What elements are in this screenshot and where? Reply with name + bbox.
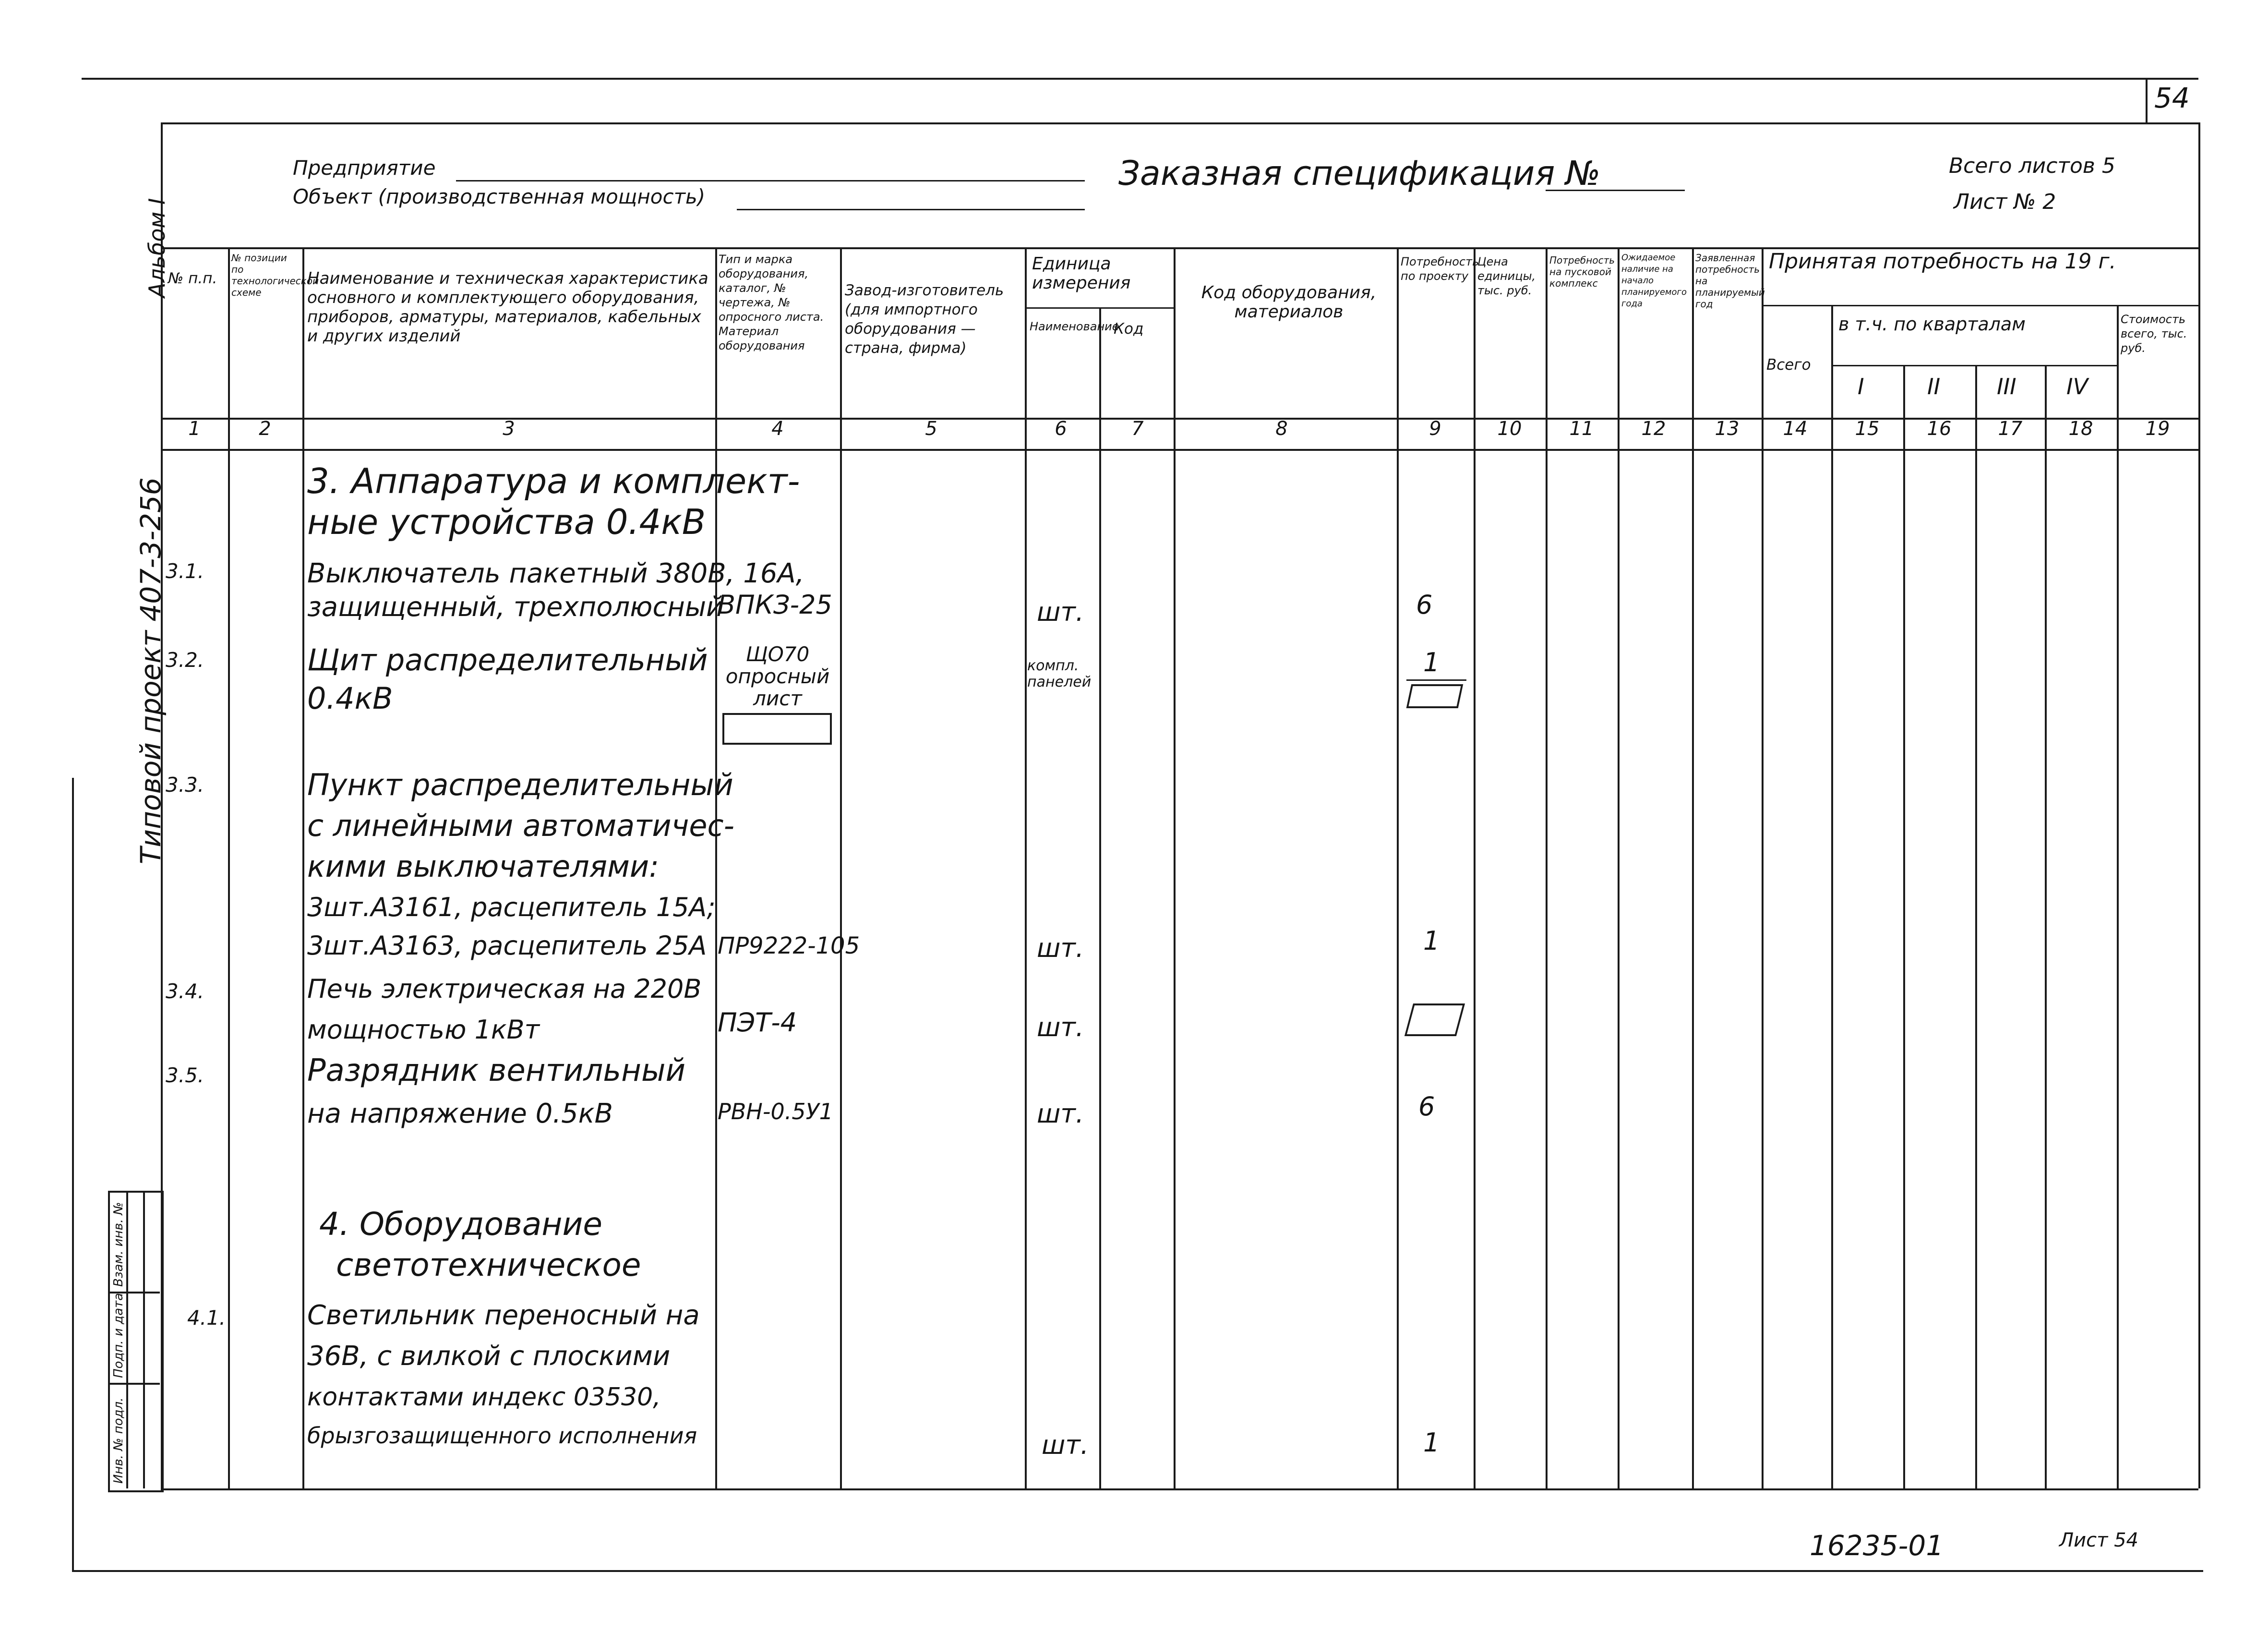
row-name: Щит распределительный: [307, 642, 708, 677]
survey-box: [722, 713, 832, 745]
col-number: 13: [1715, 418, 1740, 440]
row-qty: 6: [1418, 1091, 1435, 1122]
col-line: [1975, 365, 1977, 1488]
col-line: [1546, 247, 1548, 1488]
col-header-2: № позиции по технологической схеме: [231, 252, 319, 298]
page-number-box: [2146, 78, 2148, 122]
unit-group-line: [1025, 307, 1174, 309]
col-header-15: I: [1858, 374, 1864, 399]
section-title: ные устройства 0.4кВ: [307, 502, 706, 542]
col-header-19: Стоимость всего, тыс. руб.: [2121, 313, 2187, 355]
col-line: [840, 247, 842, 1488]
col-header-3: Наименование и техническая характеристика основного и комплектующего оборудования, приборов, арматуры, материалов, кабельных и других изделий: [307, 269, 708, 346]
project-label: Типовой проект 407-3-256: [134, 477, 167, 864]
col-number: 15: [1855, 418, 1880, 440]
col-header-1: № п.п.: [168, 270, 217, 287]
col-header-4: Тип и марка оборудования, каталог, № чертежа, № опросного листа. Материал оборудования: [719, 253, 824, 352]
top-trim-line: [82, 78, 2198, 80]
col-line: [1762, 247, 1764, 1488]
footer-sheet-label: Лист 54: [2059, 1529, 2138, 1551]
quarters-line: [1831, 365, 2117, 366]
col-header-12: Ожидаемое наличие на начало планируемого года: [1621, 253, 1687, 309]
col-number: 2: [259, 418, 271, 440]
col-line: [1903, 365, 1905, 1488]
object-label: Объект (производственная мощность): [293, 185, 706, 208]
col-header-7: Код: [1114, 320, 1144, 338]
row-type: ЩО70 опросный лист: [725, 642, 830, 710]
col-line: [1831, 305, 1833, 1488]
row-name: Печь электрическая на 220В: [307, 974, 702, 1004]
col-line: [302, 247, 304, 1488]
row-pos: 3.3.: [166, 773, 204, 797]
col-number: 3: [503, 418, 515, 440]
row-name: с линейными автоматичес-: [307, 808, 734, 843]
col-number: 4: [771, 418, 784, 440]
enterprise-label: Предприятие: [293, 156, 436, 180]
row-unit: шт.: [1042, 1430, 1089, 1460]
row-name: Разрядник вентильный: [307, 1053, 686, 1088]
col-header-13: Заявленная потребность на планируемый год: [1695, 252, 1765, 310]
unit-group: Единица измерения: [1032, 254, 1131, 293]
quarters-label: в т.ч. по кварталам: [1838, 314, 2026, 335]
col-number: 6: [1055, 418, 1067, 440]
row-qty: 1: [1423, 1427, 1440, 1458]
col-line: [1174, 247, 1176, 1488]
qty-box: [1404, 1003, 1465, 1036]
row-qty: 6: [1416, 590, 1433, 620]
frame-bottom: [72, 1570, 2203, 1572]
spec-title: Заказная спецификация №: [1118, 154, 1601, 193]
accepted-need: Принятая потребность на 19 г.: [1769, 249, 2116, 274]
row-name: 3шт.А3161, расцепитель 15А;: [307, 892, 716, 922]
row-name: 36В, с вилкой с плоскими: [307, 1341, 671, 1372]
row-unit: шт.: [1037, 1099, 1084, 1129]
col-line: [1618, 247, 1620, 1488]
signature-divider: [126, 1191, 128, 1488]
qty-box: [1406, 684, 1464, 708]
row-name: Выключатель пакетный 380В, 16А,: [307, 558, 804, 589]
row-pos: 3.1.: [166, 559, 204, 583]
col-number: 19: [2145, 418, 2170, 440]
row-qty: 1: [1423, 926, 1440, 956]
col-line: [1397, 247, 1399, 1488]
row-type: ПЭТ-4: [718, 1007, 797, 1038]
col-header-16: II: [1927, 374, 1941, 399]
col-line: [715, 247, 717, 1488]
row-unit: шт.: [1037, 1012, 1084, 1042]
col-number: 10: [1497, 418, 1522, 440]
row-name: кими выключателями:: [307, 849, 660, 884]
col-number: 17: [1998, 418, 2023, 440]
row-unit: компл. панелей: [1027, 657, 1092, 690]
total-sheets: Всего листов 5: [1949, 154, 2115, 178]
row-name: контактами индекс 03530,: [307, 1383, 661, 1412]
col-header-9: Потребность по проекту: [1401, 255, 1479, 283]
row-type: ПР9222-105: [718, 932, 860, 959]
row-name: на напряжение 0.5кВ: [307, 1098, 613, 1129]
col-number: 1: [188, 418, 201, 440]
col-line: [228, 247, 230, 1488]
col-line: [2117, 305, 2119, 1488]
col-number: 7: [1131, 418, 1144, 440]
row-unit: шт.: [1037, 933, 1084, 963]
col-number: 8: [1275, 418, 1288, 440]
table-header-bottom: [161, 418, 2198, 420]
frame-right: [2198, 122, 2200, 1488]
row-name: защищенный, трехполюсный: [307, 592, 724, 623]
row-type: ВПКЗ-25: [718, 590, 832, 620]
section-title: светотехническое: [336, 1246, 641, 1283]
col-number: 12: [1641, 418, 1666, 440]
col-header-5: Завод-изготовитель (для импортного оборудования — страна, фирма): [845, 282, 1004, 357]
col-line: [1474, 247, 1476, 1488]
signature-repl: Взам. инв. №: [111, 1202, 126, 1287]
signature-divider: [143, 1191, 145, 1488]
col-number: 16: [1927, 418, 1952, 440]
object-underline: [737, 209, 1085, 210]
col-header-17: III: [1997, 374, 2016, 399]
row-type: РВН-0.5У1: [718, 1099, 833, 1124]
row-qty: 1: [1423, 647, 1440, 677]
signature-divider: [108, 1383, 160, 1385]
signature-inv: Инв. № подл.: [111, 1397, 126, 1484]
signature-sign: Подп. и дата: [111, 1293, 126, 1378]
col-header-10: Цена единицы, тыс. руб.: [1477, 255, 1536, 297]
row-name: Пункт распределительный: [307, 767, 733, 802]
col-header-14: Всего: [1766, 356, 1811, 374]
col-line: [1025, 247, 1027, 1488]
table-colnum-bottom: [161, 449, 2198, 451]
table-bottom: [161, 1488, 2198, 1490]
section-title: 3. Аппаратура и комплект-: [307, 461, 800, 501]
section-title: 4. Оборудование: [319, 1206, 602, 1243]
col-line: [1099, 307, 1101, 1488]
row-name: 3шт.А3163, расцепитель 25А: [307, 931, 707, 961]
sheet-number: Лист № 2: [1954, 190, 2056, 214]
frame-top: [161, 122, 2198, 124]
col-number: 18: [2068, 418, 2093, 440]
row-name: мощностью 1кВт: [307, 1015, 540, 1045]
col-header-18: IV: [2066, 374, 2088, 399]
row-name: брызгозащищенного исполнения: [307, 1423, 697, 1449]
row-pos: 3.2.: [166, 648, 204, 672]
col-number: 5: [925, 418, 937, 440]
spec-number-underline: [1546, 190, 1685, 191]
row-unit: шт.: [1037, 597, 1084, 627]
accepted-need-line: [1762, 305, 2198, 306]
album-label: Альбом I: [144, 198, 170, 298]
doc-code: 16235-01: [1810, 1529, 1944, 1562]
left-trim-line: [72, 778, 74, 1570]
col-header-6: Наименование: [1030, 320, 1119, 333]
row-pos: 3.5.: [166, 1064, 204, 1087]
col-number: 11: [1569, 418, 1594, 440]
row-pos: 3.4.: [166, 979, 204, 1003]
col-number: 9: [1429, 418, 1441, 440]
page-number: 54: [2154, 82, 2190, 114]
col-number: 14: [1783, 418, 1808, 440]
col-line: [2045, 365, 2047, 1488]
row-name: Светильник переносный на: [307, 1300, 700, 1331]
row-pos: 4.1.: [187, 1306, 226, 1330]
enterprise-underline: [456, 180, 1085, 181]
qty-fraction-line: [1406, 679, 1466, 681]
col-line: [1692, 247, 1694, 1488]
row-name: 0.4кВ: [307, 681, 393, 716]
col-header-8: Код оборудования, материалов: [1201, 283, 1377, 322]
col-header-11: Потребность на пусковой комплекс: [1549, 254, 1615, 289]
